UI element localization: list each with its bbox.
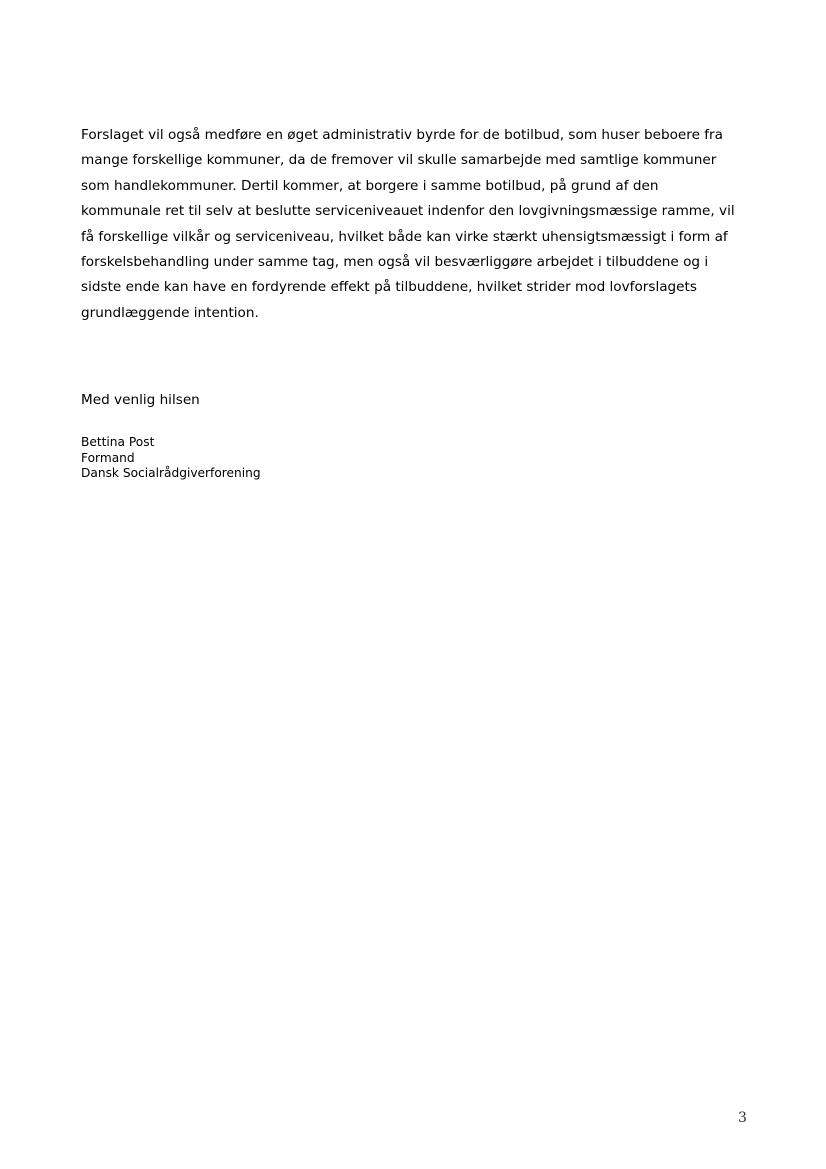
- page-number: 3: [738, 1110, 747, 1126]
- closing-salutation: Med venlig hilsen: [81, 392, 200, 408]
- signature-block: [81, 435, 261, 482]
- paragraph-line: sidste ende kan have en fordyrende effekt på tilbuddene, hvilket strider mod lovforslagets: [81, 279, 697, 296]
- signatory-organization: Dansk Socialrådgiverforening: [81, 466, 261, 480]
- signatory-name: Bettina Post: [81, 435, 155, 449]
- paragraph-line: forskelsbehandling under samme tag, men også vil besværliggøre arbejdet i tilbuddene og i: [81, 254, 709, 271]
- paragraph-line: mange forskellige kommuner, da de fremover vil skulle samarbejde med samtlige kommuner: [81, 152, 717, 169]
- signatory-title: Formand: [81, 450, 135, 465]
- body-paragraph: [81, 123, 761, 326]
- paragraph-line: få forskellige vilkår og serviceniveau, hvilket både kan virke stærkt uhensigtsmæssigt i form af: [81, 228, 728, 245]
- paragraph-line: kommunale ret til selv at beslutte serviceniveauet indenfor den lovgivningsmæssige ramme, vil: [81, 203, 735, 220]
- paragraph-line: som handlekommuner. Dertil kommer, at borgere i samme botilbud, på grund af den: [81, 177, 659, 194]
- paragraph-line: grundlæggende intention.: [81, 304, 259, 321]
- paragraph-line: Forslaget vil også medføre en øget administrativ byrde for de botilbud, som huser beboere fra: [81, 127, 723, 143]
